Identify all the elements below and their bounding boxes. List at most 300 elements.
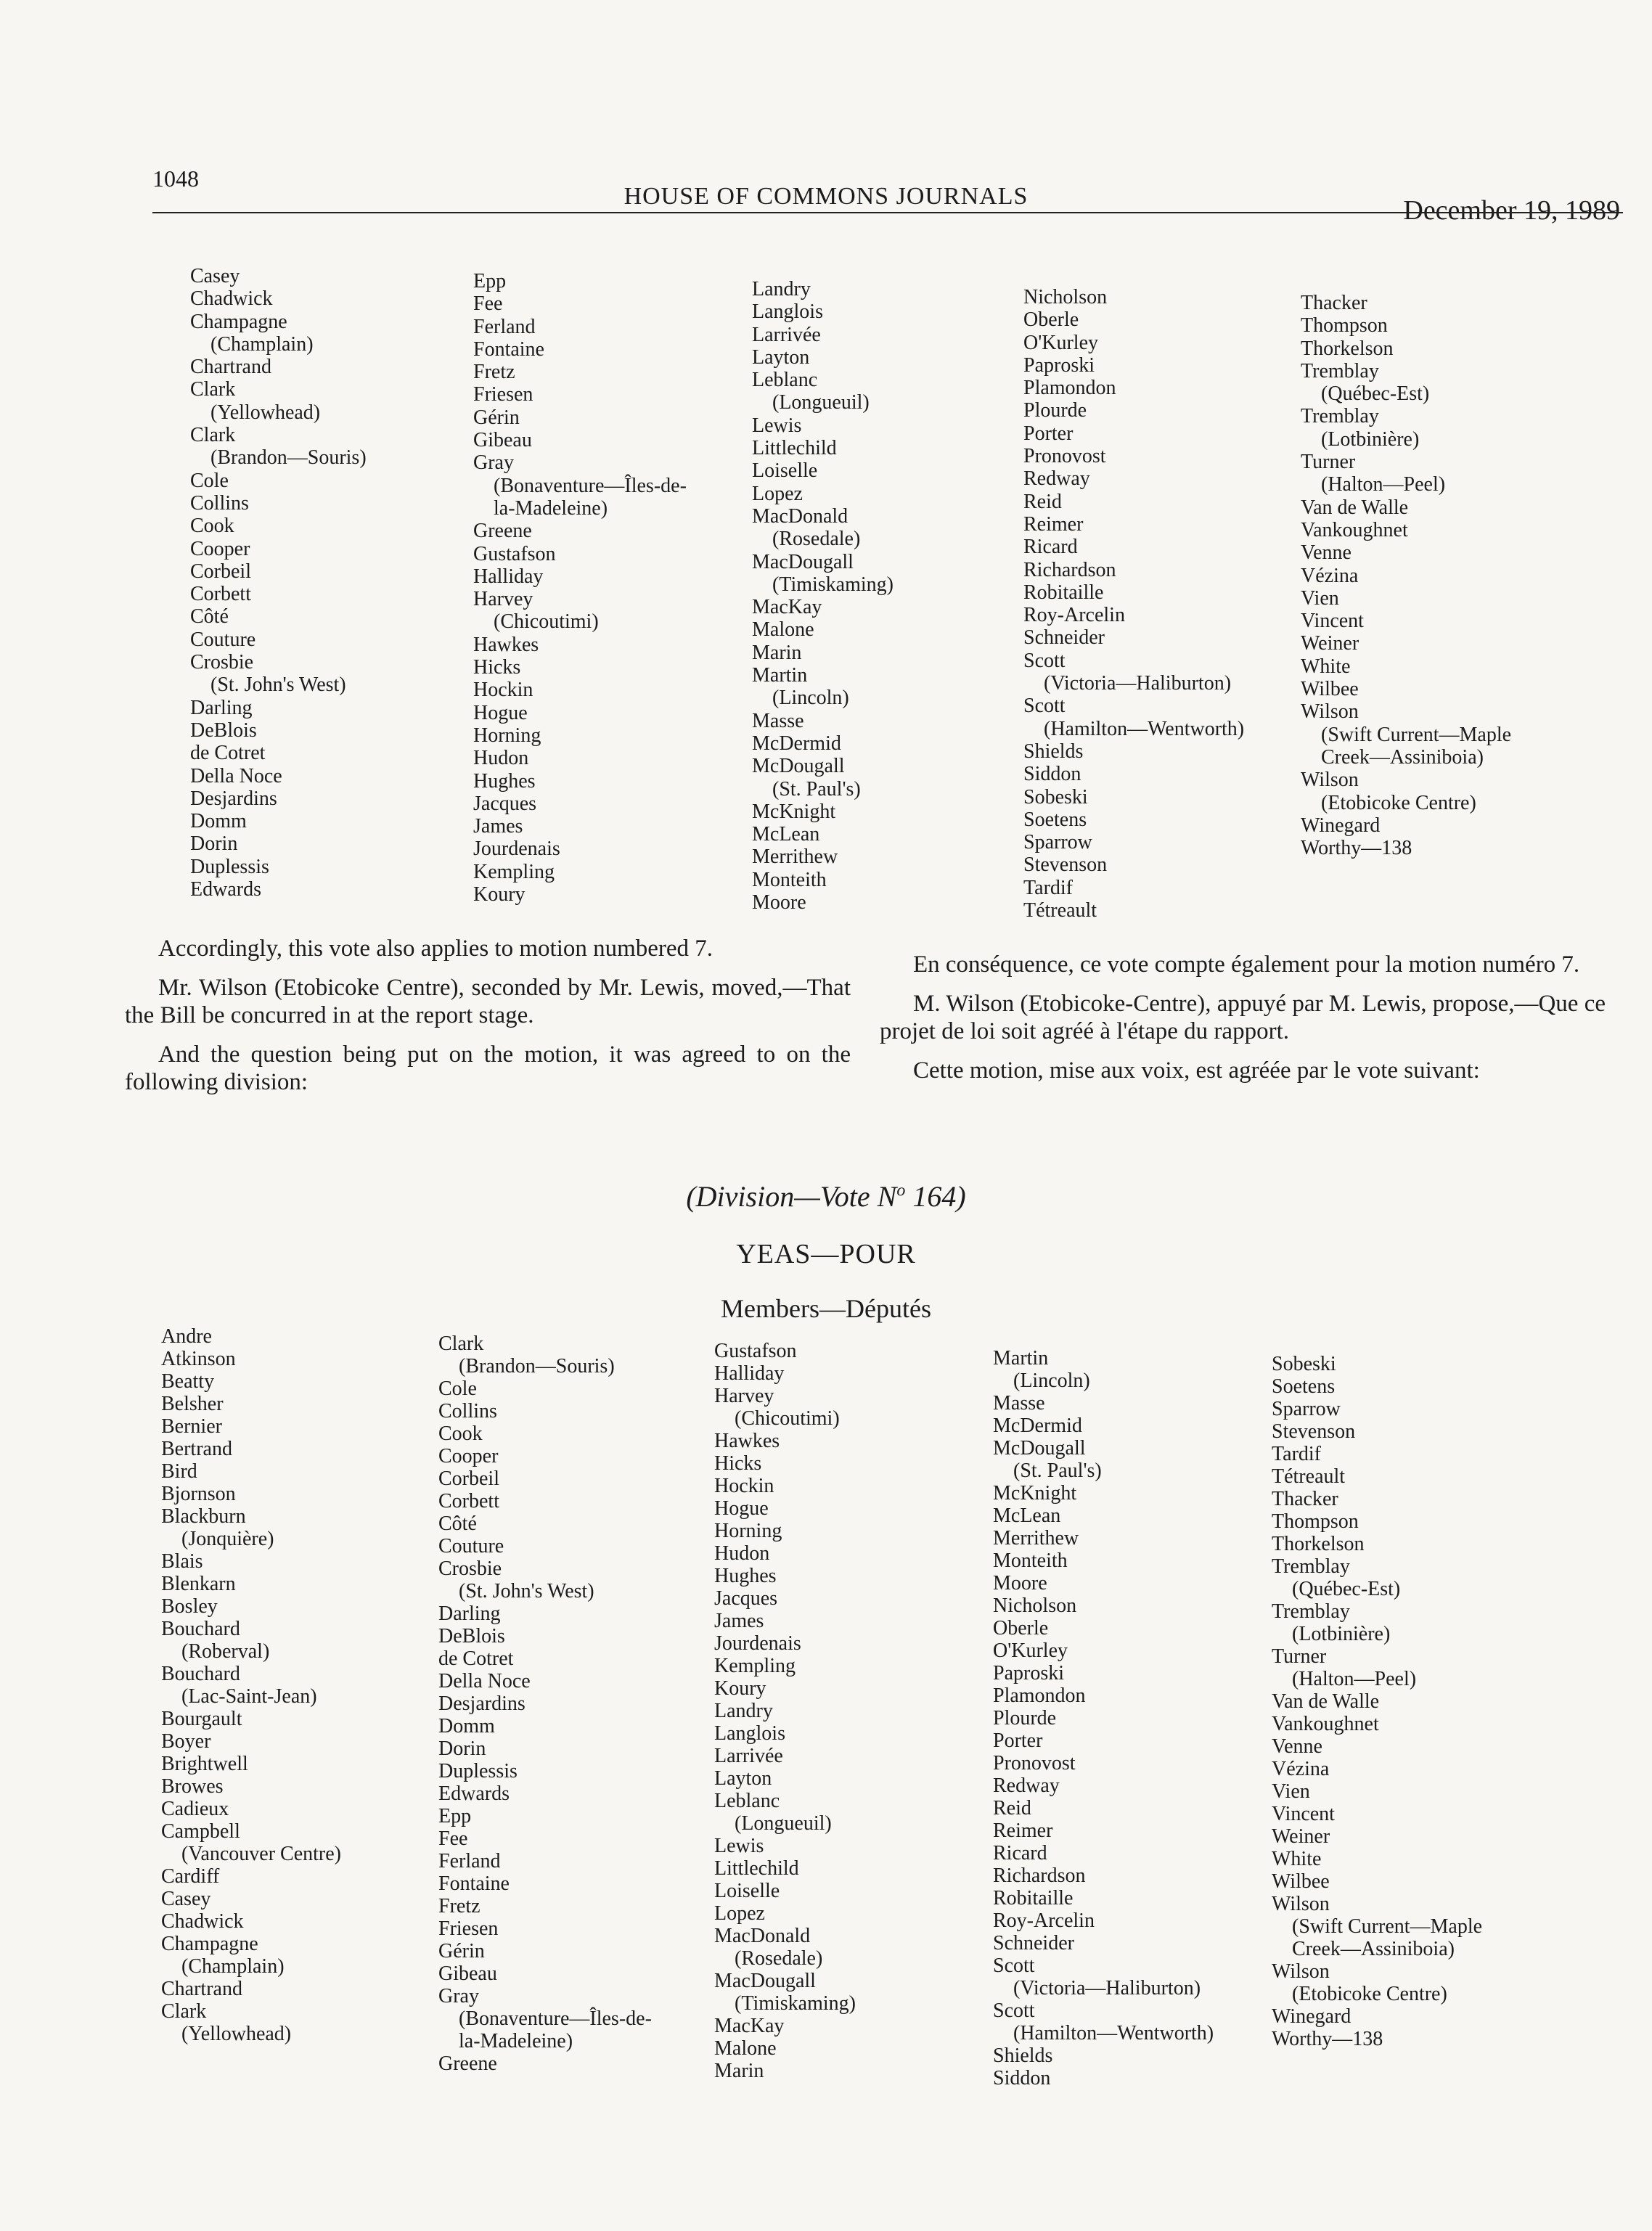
riding-name: (Yellowhead)	[181, 2023, 292, 2045]
riding-name: (Chicoutimi)	[735, 1407, 840, 1430]
riding-name: Creek—Assiniboia)	[1292, 1938, 1455, 1960]
member-name: Couture	[190, 628, 256, 651]
member-name: Friesen	[473, 383, 533, 406]
member-name: Moore	[752, 891, 806, 914]
member-name: Shields	[1023, 740, 1084, 763]
riding-name: (Vancouver Centre)	[181, 1843, 342, 1865]
riding-name: (Jonquière)	[181, 1528, 274, 1550]
member-name: Thompson	[1272, 1510, 1359, 1533]
member-name: Tardif	[1272, 1443, 1322, 1465]
member-name: Turner	[1301, 451, 1356, 474]
member-name: Gibeau	[473, 429, 532, 452]
member-name: Jacques	[714, 1587, 778, 1610]
member-name: Della Noce	[438, 1670, 531, 1692]
member-name: Porter	[993, 1729, 1043, 1752]
member-name: Gustafson	[714, 1340, 797, 1362]
member-name: Brightwell	[161, 1753, 248, 1775]
member-name: Reimer	[993, 1819, 1053, 1842]
riding-name: (Québec-Est)	[1321, 382, 1430, 406]
member-name: Masse	[752, 709, 804, 732]
member-name: Domm	[190, 810, 247, 833]
division-label-prefix: (Division—Vote N	[686, 1180, 897, 1213]
member-name: Reimer	[1023, 512, 1084, 536]
member-name: Andre	[161, 1325, 212, 1348]
riding-name: (St. John's West)	[210, 674, 346, 697]
member-name: de Cotret	[190, 742, 266, 765]
member-name: Fee	[473, 292, 503, 316]
member-name: Fretz	[473, 361, 515, 384]
top-name-column-1	[190, 265, 451, 901]
member-name: Wilson	[1272, 1893, 1330, 1915]
member-name: Côté	[190, 605, 229, 629]
member-name: Turner	[1272, 1645, 1327, 1668]
member-name: Sparrow	[1023, 831, 1092, 854]
member-name: Hicks	[714, 1452, 762, 1475]
riding-name: (Halton—Peel)	[1321, 473, 1446, 496]
french-paragraph-3: Cette motion, mise aux voix, est agréée par le vote suivant:	[913, 1057, 1480, 1084]
member-name: Layton	[714, 1767, 772, 1790]
member-name: Larrivée	[714, 1745, 783, 1767]
riding-name: (Lincoln)	[772, 687, 849, 710]
member-name: Gray	[473, 451, 514, 475]
member-name: Marin	[714, 2060, 764, 2082]
top-name-column-3	[752, 278, 1013, 914]
member-name: Lopez	[752, 482, 803, 505]
member-name: Shields	[993, 2044, 1053, 2067]
member-name: Bertrand	[161, 1438, 232, 1460]
member-name: Redway	[1023, 467, 1090, 491]
member-name: Tardif	[1023, 876, 1074, 899]
member-name: Kempling	[714, 1655, 796, 1677]
member-name: Plourde	[993, 1707, 1057, 1729]
member-name: Thorkelson	[1301, 337, 1394, 360]
division-label-suffix: 164)	[905, 1180, 966, 1213]
member-name: Wilson	[1301, 769, 1359, 792]
division-label-sup: o	[896, 1181, 906, 1200]
member-name: Bird	[161, 1460, 197, 1483]
member-name: Cooper	[190, 537, 250, 560]
member-name: Langlois	[752, 300, 823, 324]
member-name: Littlechild	[714, 1857, 799, 1880]
yeas-name-column-4	[993, 1347, 1298, 2089]
member-name: Halliday	[714, 1362, 785, 1385]
riding-name: (Yellowhead)	[210, 401, 321, 424]
member-name: McDougall	[993, 1437, 1086, 1460]
member-name: Cadieux	[161, 1798, 229, 1820]
member-name: Porter	[1023, 422, 1074, 445]
member-name: DeBlois	[438, 1625, 505, 1647]
member-name: Pronovost	[1023, 445, 1106, 468]
member-name: Tétreault	[1023, 899, 1097, 922]
member-name: Desjardins	[190, 787, 277, 810]
member-name: Winegard	[1272, 2005, 1352, 2028]
member-name: Worthy—138	[1301, 837, 1412, 860]
member-name: Clark	[190, 378, 236, 401]
member-name: Fretz	[438, 1895, 481, 1917]
journal-title: HOUSE OF COMMONS JOURNALS	[623, 183, 1029, 210]
member-name: Tremblay	[1272, 1555, 1350, 1578]
member-name: Wilbee	[1272, 1870, 1330, 1893]
member-name: Jourdenais	[473, 838, 560, 861]
member-name: Robitaille	[993, 1887, 1074, 1909]
member-name: Van de Walle	[1301, 496, 1409, 519]
riding-name: (Lincoln)	[1013, 1370, 1090, 1392]
member-name: Gray	[438, 1985, 479, 2007]
member-name: Halliday	[473, 565, 544, 588]
top-name-column-4	[1023, 286, 1328, 922]
member-name: Langlois	[714, 1722, 785, 1745]
member-name: McLean	[993, 1505, 1061, 1527]
member-name: Hogue	[714, 1497, 769, 1520]
header-rule	[152, 212, 1623, 213]
page-number: 1048	[152, 165, 199, 192]
member-name: Robitaille	[1023, 581, 1104, 604]
member-name: O'Kurley	[1023, 331, 1099, 354]
member-name: de Cotret	[438, 1647, 514, 1670]
member-name: Malone	[752, 618, 814, 642]
member-name: Wilbee	[1301, 678, 1359, 701]
member-name: Landry	[752, 278, 811, 300]
member-name: McDougall	[752, 755, 845, 778]
member-name: Koury	[473, 883, 526, 906]
riding-name: (Swift Current—Maple	[1292, 1915, 1483, 1938]
member-name: Roy-Arcelin	[993, 1909, 1095, 1932]
member-name: Ricard	[993, 1842, 1047, 1864]
riding-name: (Roberval)	[181, 1640, 270, 1663]
member-name: Fontaine	[438, 1872, 510, 1895]
member-name: Tétreault	[1272, 1465, 1346, 1488]
member-name: Gustafson	[473, 542, 556, 565]
riding-name: (Victoria—Haliburton)	[1044, 672, 1232, 695]
member-name: Paproski	[993, 1662, 1064, 1684]
riding-name: (Rosedale)	[772, 528, 861, 551]
member-name: Fontaine	[473, 337, 544, 361]
member-name: White	[1301, 655, 1351, 678]
member-name: Vien	[1272, 1780, 1310, 1803]
member-name: Moore	[993, 1572, 1047, 1595]
member-name: Richardson	[1023, 558, 1116, 581]
riding-name: (Québec-Est)	[1292, 1578, 1401, 1600]
member-name: Bernier	[161, 1415, 222, 1438]
member-name: O'Kurley	[993, 1640, 1068, 1662]
member-name: Sobeski	[1023, 785, 1088, 809]
member-name: Cole	[190, 469, 229, 492]
member-name: Ricard	[1023, 536, 1078, 559]
riding-name: (St. Paul's)	[772, 777, 861, 801]
member-name: Darling	[438, 1602, 501, 1625]
member-name: Siddon	[993, 2067, 1051, 2089]
member-name: Chadwick	[161, 1910, 244, 1933]
member-name: Campbell	[161, 1820, 240, 1843]
member-name: Bouchard	[161, 1663, 240, 1685]
english-paragraph-1: Accordingly, this vote also applies to motion numbered 7.	[158, 936, 713, 962]
member-name: Harvey	[473, 588, 533, 611]
member-name: Hockin	[473, 679, 533, 702]
french-paragraph-1: En conséquence, ce vote compte également pour la motion numéro 7.	[913, 951, 1580, 978]
member-name: McLean	[752, 823, 820, 846]
member-name: Marin	[752, 641, 802, 664]
member-name: Belsher	[161, 1393, 224, 1415]
member-name: Venne	[1301, 541, 1352, 565]
member-name: Plamondon	[993, 1684, 1086, 1707]
member-name: Clark	[438, 1333, 484, 1355]
member-name: Domm	[438, 1715, 495, 1737]
member-name: Bosley	[161, 1595, 218, 1618]
member-name: Plourde	[1023, 399, 1087, 422]
english-paragraph-3: And the question being put on the motion, it was agreed to on the following division:	[125, 1041, 851, 1095]
member-name: Chartrand	[190, 356, 271, 379]
french-text	[880, 951, 1606, 1096]
member-name: Casey	[190, 265, 240, 287]
member-name: Kempling	[473, 860, 555, 883]
member-name: Reid	[1023, 490, 1062, 513]
member-name: Hogue	[473, 701, 528, 724]
member-name: Champagne	[190, 310, 287, 333]
member-name: Dorin	[190, 832, 238, 856]
member-name: Vincent	[1301, 610, 1364, 633]
member-name: Hockin	[714, 1475, 774, 1497]
member-name: Gibeau	[438, 1962, 497, 1985]
member-name: Hicks	[473, 656, 521, 679]
member-name: Clark	[161, 2000, 207, 2023]
member-name: Epp	[473, 270, 507, 292]
member-name: MacDonald	[714, 1925, 811, 1947]
member-name: Bouchard	[161, 1618, 240, 1640]
member-name: Crosbie	[438, 1557, 502, 1580]
member-name: Browes	[161, 1775, 224, 1798]
riding-name: (Brandon—Souris)	[459, 1355, 615, 1378]
riding-name: (Lotbinière)	[1321, 427, 1420, 451]
member-name: Horning	[473, 724, 541, 747]
member-name: Sobeski	[1272, 1353, 1336, 1375]
member-name: Weiner	[1272, 1825, 1330, 1848]
member-name: Monteith	[752, 868, 827, 891]
member-name: Cooper	[438, 1445, 499, 1467]
riding-name: (Etobicoke Centre)	[1292, 1983, 1447, 2005]
member-name: Layton	[752, 345, 810, 369]
member-name: Reid	[993, 1797, 1031, 1819]
top-name-column-5	[1301, 292, 1606, 859]
member-name: Pronovost	[993, 1752, 1076, 1774]
member-name: Fee	[438, 1827, 468, 1850]
member-name: Corbett	[438, 1490, 499, 1512]
member-name: Corbett	[190, 583, 251, 606]
riding-name: (Etobicoke Centre)	[1321, 791, 1476, 814]
member-name: Duplessis	[190, 855, 269, 878]
member-name: Blais	[161, 1550, 203, 1573]
member-name: Plamondon	[1023, 377, 1116, 400]
member-name: Martin	[993, 1347, 1049, 1370]
riding-name: la-Madeleine)	[459, 2030, 573, 2052]
member-name: Vien	[1301, 586, 1339, 610]
member-name: White	[1272, 1848, 1322, 1870]
riding-name: (Champlain)	[181, 1955, 285, 1978]
riding-name: la-Madeleine)	[494, 496, 608, 520]
member-name: Malone	[714, 2037, 777, 2060]
member-name: Roy-Arcelin	[1023, 604, 1125, 627]
yeas-name-column-3	[714, 1340, 976, 2082]
member-name: DeBlois	[190, 719, 257, 742]
riding-name: (Halton—Peel)	[1292, 1668, 1417, 1690]
yeas-heading: YEAS—POUR	[736, 1239, 916, 1269]
member-name: MacKay	[714, 2015, 785, 2037]
member-name: Duplessis	[438, 1760, 518, 1782]
riding-name: (Chicoutimi)	[494, 610, 599, 634]
member-name: Thacker	[1272, 1488, 1338, 1510]
member-name: Hawkes	[473, 633, 539, 656]
member-name: Couture	[438, 1535, 504, 1557]
member-name: Greene	[438, 2052, 497, 2075]
english-text	[125, 935, 851, 1108]
member-name: Monteith	[993, 1550, 1068, 1572]
member-name: Scott	[1023, 649, 1066, 672]
member-name: Stevenson	[1023, 853, 1108, 877]
member-name: Cole	[438, 1378, 477, 1400]
riding-name: (Lotbinière)	[1292, 1623, 1391, 1645]
member-name: Collins	[438, 1400, 497, 1422]
member-name: Friesen	[438, 1917, 499, 1940]
member-name: Van de Walle	[1272, 1690, 1380, 1713]
member-name: Thorkelson	[1272, 1533, 1365, 1555]
member-name: Loiselle	[714, 1880, 780, 1902]
member-name: Blenkarn	[161, 1573, 236, 1595]
member-name: Gérin	[438, 1940, 485, 1962]
riding-name: (Longueuil)	[735, 1812, 832, 1835]
member-name: Martin	[752, 664, 808, 687]
member-name: Edwards	[438, 1782, 510, 1805]
member-name: Ferland	[473, 315, 536, 338]
member-name: Scott	[1023, 695, 1066, 718]
member-name: Blackburn	[161, 1505, 246, 1528]
riding-name: (St. John's West)	[459, 1580, 594, 1602]
member-name: Nicholson	[1023, 286, 1108, 308]
member-name: Redway	[993, 1774, 1060, 1797]
member-name: MacDonald	[752, 504, 849, 528]
riding-name: (Swift Current—Maple	[1321, 723, 1512, 746]
member-name: Epp	[438, 1805, 472, 1827]
member-name: Hughes	[473, 769, 536, 793]
member-name: Landry	[714, 1700, 773, 1722]
member-name: Champagne	[161, 1933, 258, 1955]
riding-name: (Champlain)	[210, 332, 314, 356]
member-name: Wilson	[1301, 700, 1359, 724]
member-name: Jacques	[473, 792, 537, 815]
member-name: Vankoughnet	[1301, 518, 1408, 541]
member-name: Cook	[190, 515, 234, 538]
member-name: Littlechild	[752, 437, 837, 460]
member-name: Thacker	[1301, 292, 1367, 314]
member-name: Crosbie	[190, 651, 254, 674]
division-heading	[0, 1179, 1652, 1213]
member-name: Soetens	[1272, 1375, 1336, 1398]
french-paragraph-2: M. Wilson (Etobicoke-Centre), appuyé par M. Lewis, propose,—Que ce projet de loi soit agréé à l'étape du rapport.	[880, 991, 1606, 1044]
member-name: Beatty	[161, 1370, 215, 1393]
member-name: Leblanc	[752, 369, 818, 392]
member-name: Merrithew	[993, 1527, 1079, 1550]
member-name: Tremblay	[1301, 359, 1379, 382]
member-name: Schneider	[993, 1932, 1074, 1954]
member-name: Ferland	[438, 1850, 501, 1872]
riding-name: Creek—Assiniboia)	[1321, 745, 1484, 769]
member-name: Corbeil	[438, 1467, 499, 1490]
member-name: Dorin	[438, 1737, 486, 1760]
member-name: MacKay	[752, 596, 822, 619]
riding-name: (Bonaventure—Îles-de-	[494, 474, 687, 497]
member-name: Tremblay	[1272, 1600, 1350, 1623]
member-name: Leblanc	[714, 1790, 780, 1812]
member-name: Thompson	[1301, 314, 1388, 337]
member-name: Corbeil	[190, 560, 251, 583]
member-name: Boyer	[161, 1730, 211, 1753]
member-name: Paproski	[1023, 353, 1095, 377]
english-paragraph-2: Mr. Wilson (Etobicoke Centre), seconded by Mr. Lewis, moved,—That the Bill be concurred in at the report stage.	[125, 975, 851, 1028]
member-name: Clark	[190, 424, 236, 447]
member-name: Lopez	[714, 1902, 765, 1925]
yeas-name-column-1	[161, 1325, 422, 2045]
member-name: Atkinson	[161, 1348, 236, 1370]
member-name: Cardiff	[161, 1865, 220, 1888]
member-name: Côté	[438, 1512, 477, 1535]
member-name: McDermid	[752, 732, 841, 755]
members-heading: Members—Députés	[721, 1294, 931, 1323]
member-name: Scott	[993, 1999, 1035, 2022]
member-name: Bjornson	[161, 1483, 236, 1505]
member-name: Stevenson	[1272, 1420, 1356, 1443]
member-name: Cook	[438, 1422, 483, 1445]
riding-name: (Timiskaming)	[772, 573, 894, 596]
member-name: Harvey	[714, 1385, 774, 1407]
yeas-name-column-5	[1272, 1353, 1577, 2050]
member-name: Larrivée	[752, 323, 821, 346]
member-name: Wilson	[1272, 1960, 1330, 1983]
member-name: Merrithew	[752, 846, 838, 869]
member-name: Tremblay	[1301, 405, 1379, 428]
member-name: Oberle	[993, 1617, 1049, 1640]
member-name: McKnight	[752, 800, 836, 823]
member-name: James	[714, 1610, 764, 1632]
member-name: Worthy—138	[1272, 2028, 1383, 2050]
riding-name: (Bonaventure—Îles-de-	[459, 2007, 652, 2030]
member-name: Richardson	[993, 1864, 1086, 1887]
member-name: Nicholson	[993, 1595, 1077, 1617]
member-name: Chartrand	[161, 1978, 242, 2000]
member-name: Siddon	[1023, 763, 1081, 786]
member-name: Collins	[190, 491, 249, 515]
member-name: Soetens	[1023, 808, 1087, 831]
member-name: Jourdenais	[714, 1632, 801, 1655]
member-name: Lewis	[714, 1835, 764, 1857]
member-name: McKnight	[993, 1482, 1077, 1505]
member-name: Sparrow	[1272, 1398, 1341, 1420]
member-name: Hudon	[473, 747, 529, 770]
member-name: Vézina	[1272, 1758, 1330, 1780]
member-name: Bourgault	[161, 1708, 242, 1730]
member-name: Greene	[473, 520, 532, 543]
riding-name: (St. Paul's)	[1013, 1460, 1102, 1482]
member-name: Vankoughnet	[1272, 1713, 1379, 1735]
member-name: Casey	[161, 1888, 211, 1910]
member-name: Desjardins	[438, 1692, 526, 1715]
riding-name: (Lac-Saint-Jean)	[181, 1685, 317, 1708]
yeas-name-column-2	[438, 1333, 700, 2075]
journal-date: December 19, 1989	[1403, 195, 1620, 226]
member-name: James	[473, 815, 523, 838]
member-name: MacDougall	[752, 550, 854, 573]
member-name: Chadwick	[190, 287, 273, 311]
member-name: Lewis	[752, 414, 802, 437]
top-name-column-2	[473, 270, 735, 906]
member-name: Schneider	[1023, 626, 1105, 650]
